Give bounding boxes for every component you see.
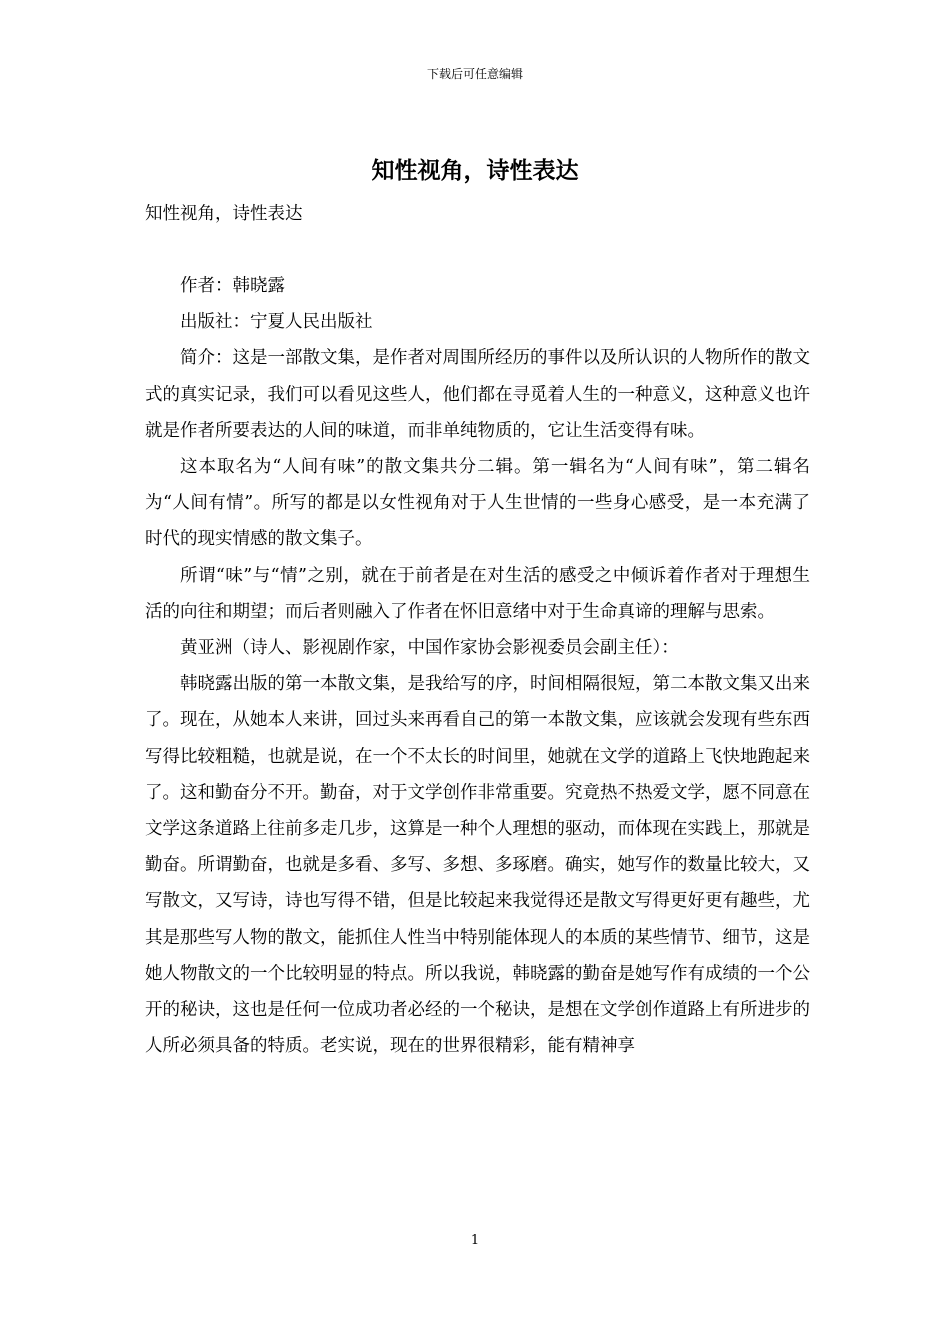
document-body — [145, 268, 810, 1064]
reviewer-line: 黄亚洲（诗人、影视剧作家，中国作家协会影视委员会副主任）： — [180, 638, 679, 659]
author-line: 作者：韩晓露 — [180, 276, 285, 296]
page-header: 下载后可任意编辑 — [426, 67, 523, 81]
intro-paragraph: 简介：这是一部散文集，是作者对周围所经历的事件以及所认识的人物所作的散文式的真实记录，我们可以看见这些人，他们都在寻觅着人生的一种意义，这种意义也许就是作者所要表达的人间的味道，而非单纯物质的，它让生活变得有味。 — [145, 348, 810, 441]
structure-paragraph: 这本取名为“人间有味”的散文集共分二辑。第一辑名为“人间有味”，第二辑名为“人间有情”。所写的都是以女性视角对于人生世情的一些身心感受，是一本充满了时代的现实情感的散文集子。 — [145, 457, 810, 550]
document-title: 知性视角，诗性表达 — [371, 158, 579, 184]
document-subtitle: 知性视角，诗性表达 — [145, 204, 303, 224]
distinction-paragraph: 所谓“味”与“情”之别，就在于前者是在对生活的感受之中倾诉着作者对于理想生活的向往和期望；而后者则融入了作者在怀旧意绪中对于生命真谛的理解与思索。 — [145, 565, 810, 622]
review-paragraph: 韩晓露出版的第一本散文集，是我给写的序，时间相隔很短，第二本散文集又出来了。现在，从她本人来讲，回过头来再看自己的第一本散文集，应该就会发现有些东西写得比较粗糙，也就是说，在一个不太长的时间里，她就在文学的道路上飞快地跑起来了。这和勤奋分不开。勤奋，对于文学创作非常重要。究竟热不热爱文学，愿不同意在文学这条道路上往前多走几步，这算是一种个人理想的驱动，而体现在实践上，那就是勤奋。所谓勤奋，也就是多看、多写、多想、多琢磨。确实，她写作的数量比较大，又写散文，又写诗，诗也写得不错，但是比较起来我觉得还是散文写得更好更有趣些，尤其是那些写人物的散文，能抓住人性当中特别能体现人的本质的某些情节、细节，这是她人物散文的一个比较明显的特点。所以我说，韩晓露的勤奋是她写作有成绩的一个公开的秘诀，这也是任何一位成功者必经的一个秘诀，是想在文学创作道路上有所进步的人所必须具备的特质。老实说，现在的世界很精彩，能有精神享 — [145, 674, 810, 1057]
page-number: 1 — [470, 1233, 480, 1248]
publisher-line: 出版社：宁夏人民出版社 — [180, 312, 373, 333]
